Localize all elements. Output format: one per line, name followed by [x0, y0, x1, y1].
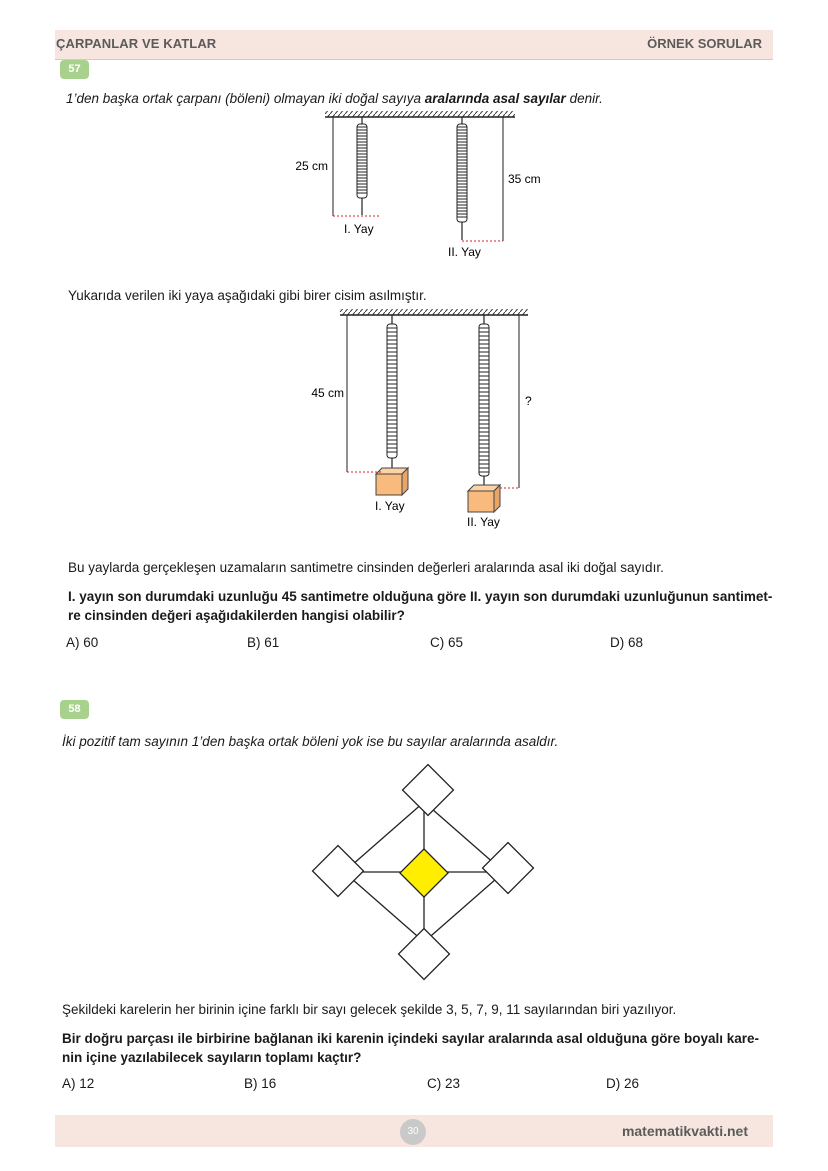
label-spring-2: II. Yay — [448, 245, 481, 259]
chapter-title: ÇARPANLAR VE KATLAR — [56, 36, 217, 51]
header-divider — [55, 59, 773, 60]
springs-figure-1 — [270, 108, 570, 268]
q57-middle-text: Yukarıda verilen iki yaya aşağıdaki gibi birer cisim asılmıştır. — [68, 288, 427, 303]
label-spring-1-loaded: I. Yay — [375, 499, 405, 513]
squares-diagram — [310, 760, 540, 985]
question-57-badge: 57 — [60, 60, 89, 79]
q57-statement: Bu yaylarda gerçekleşen uzamaların santimetre cinsinden değerleri aralarında asal iki doğal sayıdır. — [68, 560, 664, 575]
q58-question-line1: Bir doğru parçası ile birbirine bağlanan iki karenin içindeki sayılar aralarında asal olduğuna göre boyalı kare- — [62, 1031, 759, 1046]
square-bottom — [399, 929, 450, 980]
square-top — [403, 765, 454, 816]
footer-site: matematikvakti.net — [621, 1123, 748, 1139]
q58-statement: Şekildeki karelerin her birinin içine farklı bir sayı gelecek şekilde 3, 5, 7, 9, 11 sayılarından biri yazılıyor. — [62, 1002, 677, 1017]
spring-1-loaded — [387, 315, 397, 469]
spring-2 — [457, 117, 467, 240]
spring-1 — [357, 117, 367, 215]
label-45cm: 45 cm — [311, 386, 344, 400]
square-right — [483, 843, 534, 894]
label-25cm: 25 cm — [295, 159, 328, 173]
label-35cm: 35 cm — [508, 172, 541, 186]
q57-question-line1: I. yayın son durumdaki uzunluğu 45 santimetre olduğuna göre II. yayın son durumdaki uzunluğunun santimet- — [68, 589, 773, 604]
spring-2-loaded — [479, 315, 489, 486]
square-center-shaded — [400, 849, 448, 897]
q57-intro — [66, 89, 603, 109]
springs-figure-2 — [300, 306, 540, 534]
square-left — [313, 846, 364, 897]
label-spring-2-loaded: II. Yay — [467, 515, 500, 529]
q58-intro: İki pozitif tam sayının 1’den başka ortak böleni yok ise bu sayılar aralarında asaldır. — [62, 734, 559, 749]
q57-option-b[interactable]: B) 61 — [247, 635, 280, 650]
q57-question-line2: re cinsinden değeri aşağıdakilerden hangisi olabilir? — [68, 608, 405, 623]
question-58-badge: 58 — [60, 700, 89, 719]
q57-intro-part1: 1’den başka ortak çarpanı (böleni) olmayan iki doğal sayıya — [66, 91, 425, 106]
section-title: ÖRNEK SORULAR — [647, 36, 762, 51]
q58-question-line2: nin içine yazılabilecek sayıların toplamı kaçtır? — [62, 1050, 362, 1065]
q57-option-c[interactable]: C) 65 — [430, 635, 464, 650]
q57-option-a[interactable]: A) 60 — [66, 635, 99, 650]
label-question-mark: ? — [525, 394, 532, 408]
ceiling-1 — [325, 111, 515, 117]
q57-intro-part2: denir. — [565, 91, 603, 106]
ceiling-2 — [340, 309, 528, 315]
q58-option-b[interactable]: B) 16 — [244, 1076, 277, 1091]
q58-option-d[interactable]: D) 26 — [606, 1076, 640, 1091]
page-number: 30 — [400, 1119, 426, 1145]
q58-option-c[interactable]: C) 23 — [427, 1076, 461, 1091]
q57-option-d[interactable]: D) 68 — [610, 635, 644, 650]
q57-intro-bold: aralarında asal sayılar — [424, 91, 566, 106]
weight-2 — [468, 485, 500, 512]
label-spring-1: I. Yay — [344, 222, 374, 236]
q58-option-a[interactable]: A) 12 — [62, 1076, 95, 1091]
